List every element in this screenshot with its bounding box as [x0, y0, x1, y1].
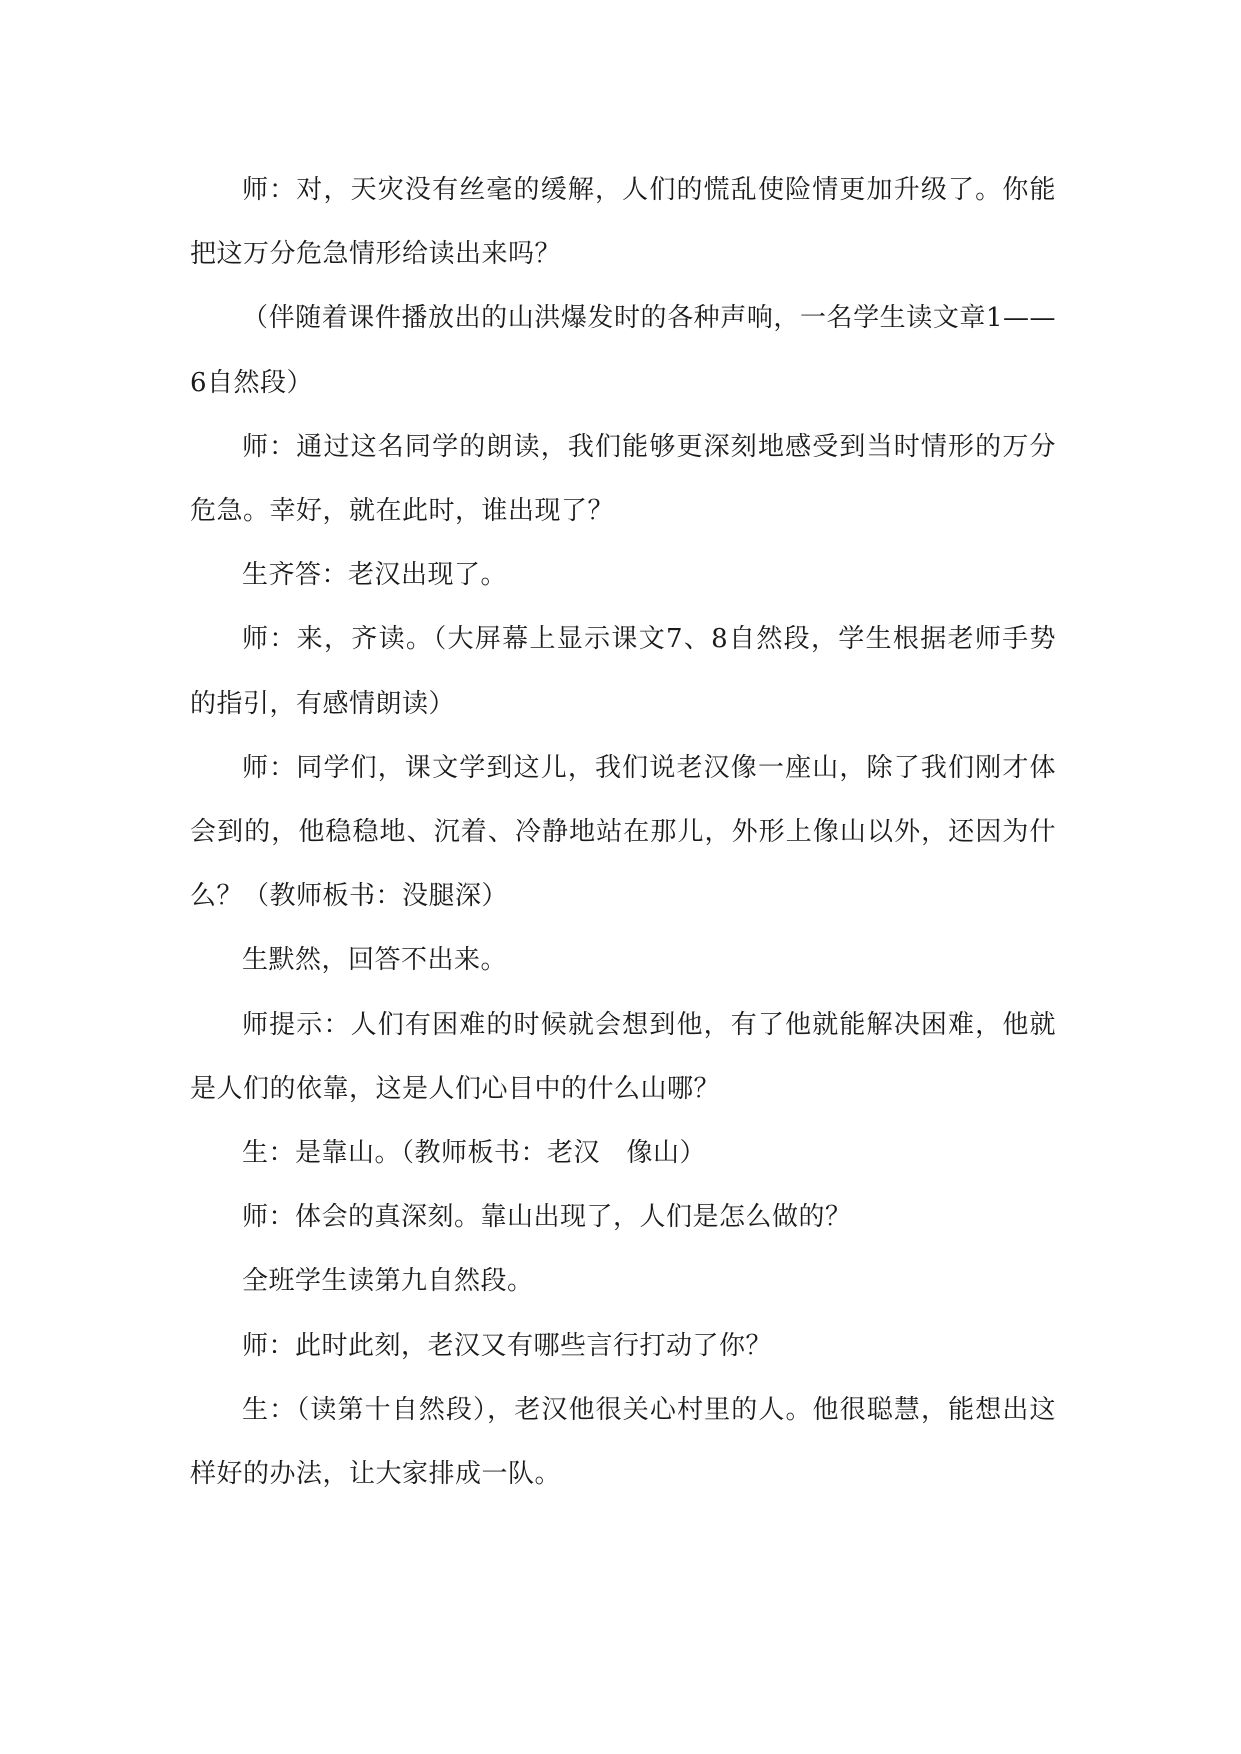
- paragraph-11: 全班学生读第九自然段。: [242, 1266, 534, 1297]
- paragraph-9: 生：是靠山。（教师板书：老汉 像山）: [242, 1138, 707, 1169]
- paragraph-10: 师：体会的真深刻。靠山出现了，人们是怎么做的？: [242, 1202, 852, 1233]
- paragraph-1: 师：对，天灾没有丝毫的缓解，人们的慌乱使险情更加升级了。你能把这万分危急情形给读出来吗？: [190, 175, 1056, 270]
- document-body: [190, 158, 1056, 1506]
- paragraph-8: 师提示：人们有困难的时候就会想到他，有了他就能解决困难，他就是人们的依靠，这是人们心目中的什么山哪？: [190, 1009, 1056, 1104]
- paragraph-13: 生：（读第十自然段），老汉他很关心村里的人。他很聪慧，能想出这样好的办法，让大家排成一队。: [190, 1394, 1056, 1490]
- paragraph-4: 生齐答：老汉出现了。: [242, 560, 508, 591]
- paragraph-5: 师：来，齐读。（大屏幕上显示课文7、8自然段，学生根据老师手势的指引，有感情朗读）: [190, 624, 1056, 719]
- paragraph-6: 师：同学们，课文学到这儿，我们说老汉像一座山，除了我们刚才体会到的，他稳稳地、沉着、冷静地站在那儿，外形上像山以外，还因为什么？（教师板书：没腿深）: [190, 752, 1056, 912]
- paragraph-3: 师：通过这名同学的朗读，我们能够更深刻地感受到当时情形的万分危急。幸好，就在此时，谁出现了？: [190, 431, 1056, 527]
- paragraph-2: （伴随着课件播放出的山洪爆发时的各种声响，一名学生读文章1——6自然段）: [190, 303, 1056, 398]
- paragraph-12: 师：此时此刻，老汉又有哪些言行打动了你？: [242, 1330, 773, 1361]
- paragraph-7: 生默然，回答不出来。: [242, 945, 508, 976]
